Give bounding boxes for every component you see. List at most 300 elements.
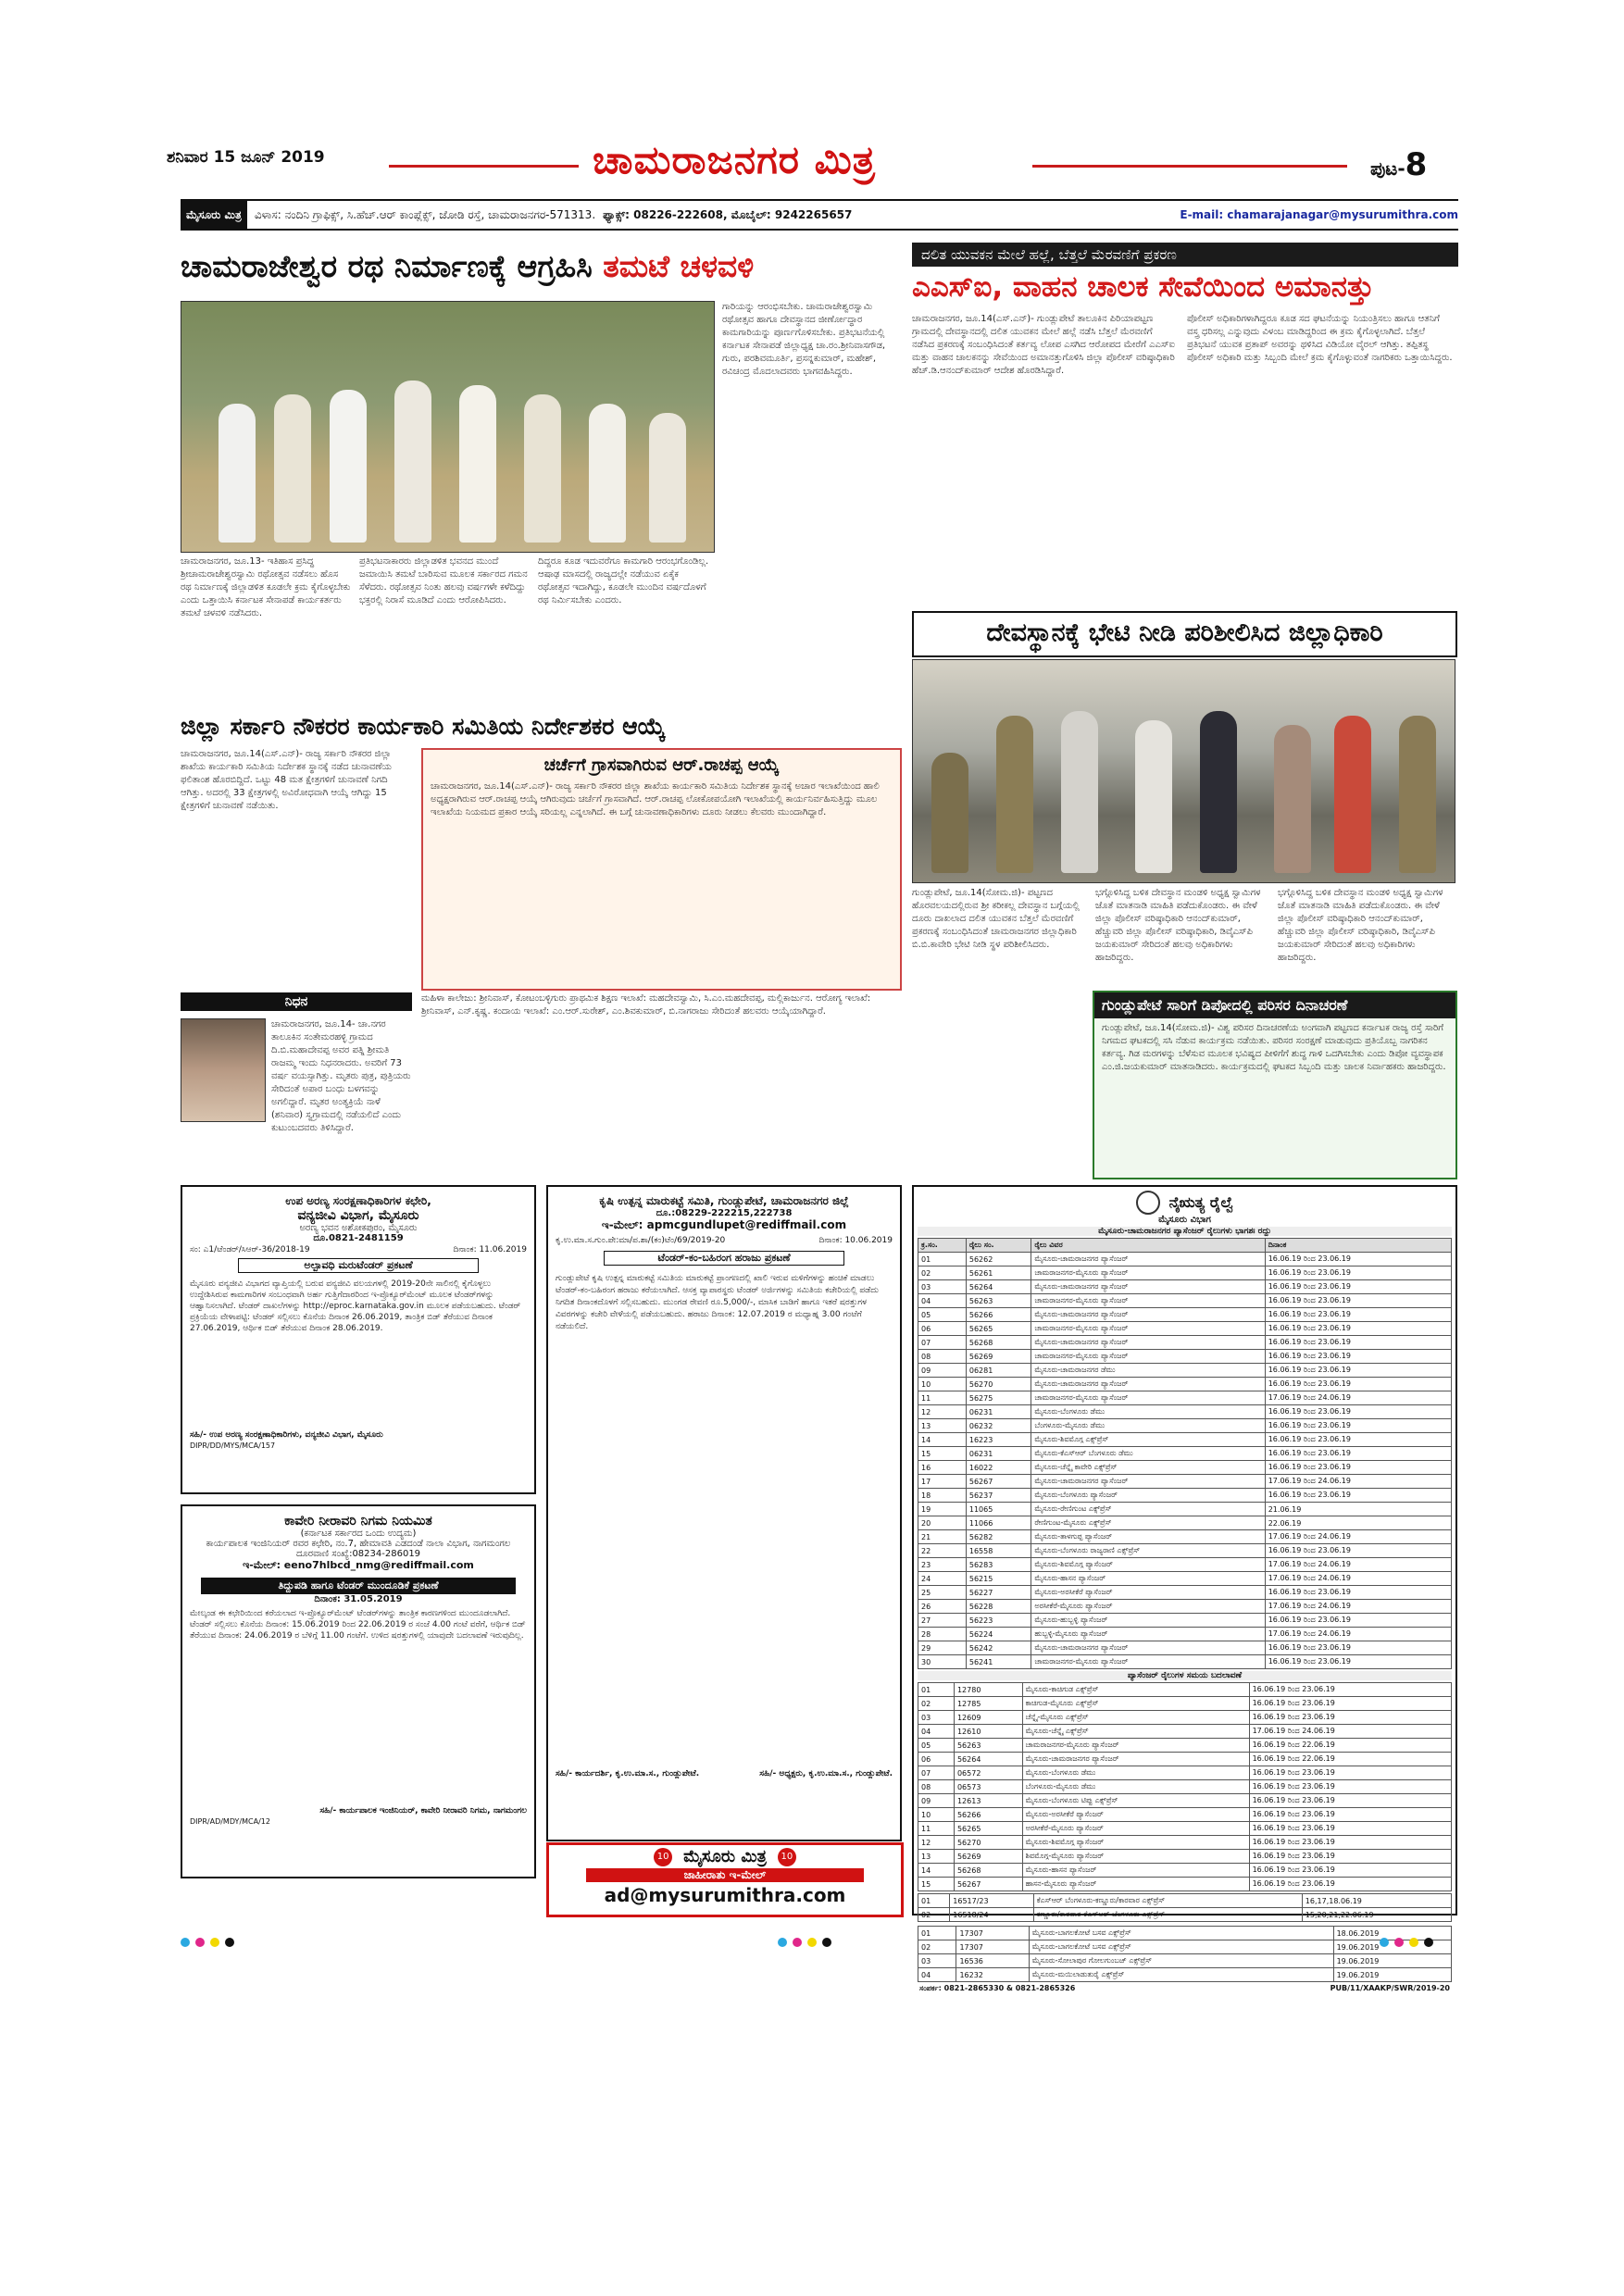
railway-cell-n: 05 <box>918 1739 955 1753</box>
railway-row <box>918 1878 1452 1891</box>
story5-box <box>1093 991 1457 1179</box>
railway-cell-t: 06232 <box>966 1419 1031 1433</box>
railway-cell-n: 02 <box>918 1940 956 1954</box>
masthead-logo: ಮೈಸೂರು ಮಿತ್ರ <box>181 201 247 229</box>
railway-cell-d: 17.06.19 ರಿಂದ 24.06.19 <box>1265 1530 1451 1544</box>
railway-cell-n: 11 <box>918 1391 967 1405</box>
railway-notice <box>912 1185 1457 1992</box>
railway-cell-t: 06573 <box>954 1780 1022 1794</box>
railway-cell-t: 56265 <box>954 1822 1022 1836</box>
railway-cell-r: ಹುಬ್ಬಳ್ಳಿ-ಮೈಸೂರು ಪ್ಯಾಸೆಂಜರ್ <box>1031 1628 1265 1641</box>
railway-cell-r: ಮೈಸೂರು-ಶಿವಮೊಗ್ಗ ಪ್ಯಾಸೆಂಜರ್ <box>1031 1558 1265 1572</box>
railway-row <box>918 1572 1452 1586</box>
railway-cell-n: 08 <box>918 1350 967 1364</box>
railway-cell-d: 17.06.19 ರಿಂದ 24.06.19 <box>1265 1475 1451 1489</box>
railway-row <box>918 1836 1452 1850</box>
notice-heading: ತಿದ್ದುಪಡಿ ಹಾಗೂ ಟೆಂಡರ್ ಮುಂದೂಡಿಕೆ ಪ್ರಕಟಣೆ <box>201 1578 516 1594</box>
railway-row <box>918 1894 1452 1908</box>
railway-section-b: ಪ್ಯಾಸೆಂಜರ್ ರೈಲುಗಳ ಸಮಯ ಬದಲಾವಣೆ <box>918 1671 1452 1680</box>
railway-row <box>918 1475 1452 1489</box>
railway-cell-t: 56215 <box>966 1572 1031 1586</box>
story3-body-col1: ಗುಂಡ್ಲುಪೇಟೆ, ಜೂ.14(ಸೋಮ.ಜಿ)- ಪಟ್ಟಣದ ಹೊರವಲಯದಲ್ಲಿರುವ ಶ್ರೀ ಕರೀಕಲ್ಲ ದೇವಸ್ಥಾನ ಬಗ್ಗೆಯಲ್ಲಿ ದೂರು ದಾಖಲಾದ ದಲಿತ ಯುವಕನ ಬೆತ್ತಲೆ ಮೆರವಣಿಗೆ ಪ್ರಕರಣಕ್ಕೆ ಸಂಬಂಧಿಸಿದಂತೆ ಚಾಮರಾಜನಗರ ಜಿಲ್ಲಾಧಿಕಾರಿ ಬಿ.ಬಿ.ಕಾವೇರಿ ಭೇಟಿ ನೀಡಿ ಸ್ಥಳ ಪರಿಶೀಲಿಸಿದರು. <box>912 888 1080 950</box>
railway-cell-n: 09 <box>918 1364 967 1378</box>
railway-cell-d: 16.06.19 ರಿಂದ 22.06.19 <box>1249 1739 1451 1753</box>
photo-person <box>1200 711 1237 873</box>
obituary-body: ಚಾಮರಾಜನಗರ, ಜೂ.14- ಚಾ.ನಗರ ತಾಲೂಕಿನ ಸಂತೇಮರಹಳ್ಳಿ ಗ್ರಾಮದ ದಿ.ಬಿ.ಮಹಾದೇವಪ್ಪ ಅವರ ಪತ್ನಿ ಶ್ರೀಮತಿ ರಾಜಮ್ಮ ಇಂದು ನಿಧನರಾದರು. ಅವರಿಗೆ 73 ವರ್ಷ ವಯಸ್ಸಾಗಿತ್ತು. ಮೃತರು ಪುತ್ರ, ಪುತ್ರಿಯರು ಸೇರಿದಂತೆ ಅಪಾರ ಬಂಧು ಬಳಗವನ್ನು ಅಗಲಿದ್ದಾರೆ. ಮೃತರ ಅಂತ್ಯಕ್ರಿಯೆ ನಾಳೆ (ಶನಿವಾರ) ಸ್ವಗ್ರಾಮದಲ್ಲಿ ನಡೆಯಲಿದೆ ಎಂದು ಕುಟುಂಬದವರು ತಿಳಿಸಿದ್ದಾರೆ. <box>271 1019 411 1133</box>
railway-cell-t: 16517/23 <box>950 1894 1033 1908</box>
railway-cell-t: 16223 <box>966 1433 1031 1447</box>
railway-cell-n: 21 <box>918 1530 967 1544</box>
railway-row <box>918 1600 1452 1614</box>
railway-cell-n: 25 <box>918 1586 967 1600</box>
railway-row <box>918 1683 1452 1697</box>
railway-row <box>918 1378 1452 1391</box>
railway-cell-r: ಕಾಚಿಗುಡ-ಮೈಸೂರು ಎಕ್ಸ್‌ಪ್ರೆಸ್ <box>1022 1697 1249 1711</box>
railway-cell-t: 56266 <box>966 1308 1031 1322</box>
railway-table-c <box>918 1893 1452 1922</box>
railway-cell-t: 06281 <box>966 1364 1031 1378</box>
railway-cell-n: 30 <box>918 1655 967 1669</box>
railway-cell-d: 16.06.19 ರಿಂದ 23.06.19 <box>1265 1364 1451 1378</box>
railway-cell-r: ಮೈಸೂರು-ಚಾಮರಾಜನಗರ ಪ್ಯಾಸೆಂಜರ್ <box>1031 1336 1265 1350</box>
railway-cell-t: 56283 <box>966 1558 1031 1572</box>
railway-pub-code: PUB/11/XAAKP/SWR/2019-20 <box>1330 1984 1450 1992</box>
railway-cell-n: 02 <box>918 1267 967 1280</box>
notice-ref-row <box>182 1243 534 1256</box>
railway-cell-d: 17.06.19 ರಿಂದ 24.06.19 <box>1265 1628 1451 1641</box>
railway-cell-n: 03 <box>918 1280 967 1294</box>
railway-row <box>918 1586 1452 1600</box>
railway-row <box>918 1780 1452 1794</box>
railway-cell-n: 12 <box>918 1405 967 1419</box>
railway-row <box>918 1336 1452 1350</box>
print-registration-dots-right <box>1380 1933 1439 1951</box>
railway-cell-r: ಚಾಮರಾಜನಗರ-ಮೈಸೂರು ಪ್ಯಾಸೆಂಜರ್ <box>1031 1350 1265 1364</box>
railway-cell-d: 16.06.19 ರಿಂದ 23.06.19 <box>1249 1836 1451 1850</box>
railway-cell-n: 01 <box>918 1253 967 1267</box>
railway-cell-d: 16.06.19 ರಿಂದ 23.06.19 <box>1265 1280 1451 1294</box>
railway-contact: ಸಂಪರ್ಕ: 0821-2865330 & 0821-2865326 <box>919 1984 1076 1992</box>
railway-cell-d: 16.06.19 ರಿಂದ 23.06.19 <box>1249 1822 1451 1836</box>
railway-cell-n: 20 <box>918 1516 967 1530</box>
story2-body-col2: ಪೊಲೀಸ್ ಅಧಿಕಾರಿಗಳಾಗಿದ್ದರೂ ಕೂಡ ಸದ ಘಟನೆಯನ್ನು ನಿಯಂತ್ರಿಸಲು ಹಾಗೂ ಆತನಿಗೆ ವಸ್ತ್ರ ಧರಿಸಲ್ಲ ಎನ್ನುವುದು ವಿಳಂಬ ಮಾಡಿದ್ದರಿಂದ ಈ ಕ್ರಮ ಕೈಗೊಳ್ಳಲಾಗಿದೆ. ಬೆತ್ತಲೆ ಪ್ರತಿಭಟನೆ ಯುವಕ ಪ್ರತಾಪ್ ಅವರನ್ನು ಥಳಿಸಿದ ವಿಡಿಯೋ ವೈರಲ್ ಆಗಿತ್ತು. ತಪ್ಪಿತಸ್ಥ ಪೊಲೀಸ್ ಅಧಿಕಾರಿ ಮತ್ತು ಸಿಬ್ಬಂದಿ ಮೇಲೆ ಕ್ರಮ ಕೈಗೊಳ್ಳುವಂತೆ ನಾಗರಿಕರು ಒತ್ತಾಯಿಸಿದ್ದರು. <box>1187 314 1453 363</box>
railway-row <box>918 1766 1452 1780</box>
story4-body-col1: ಚಾಮರಾಜನಗರ, ಜೂ.14(ಎಸ್.ಎನ್)- ರಾಜ್ಯ ಸರ್ಕಾರಿ ನೌಕರರ ಜಿಲ್ಲಾ ಶಾಖೆಯ ಕಾರ್ಯಕಾರಿ ಸಮಿತಿಯ ನಿರ್ದೇಶಕ ಸ್ಥಾನಕ್ಕೆ ನಡೆದ ಚುನಾವಣೆಯ ಫಲಿತಾಂಶ ಹೊರಬಿದ್ದಿದೆ. ಒಟ್ಟು 48 ಮತ ಕ್ಷೇತ್ರಗಳಿಗೆ ಚುನಾವಣೆ ನಿಗದಿ ಆಗಿತ್ತು. ಅದರಲ್ಲಿ 33 ಕ್ಷೇತ್ರಗಳಲ್ಲಿ ಅವಿರೋಧವಾಗಿ ಆಯ್ಕೆ ಆಗಿದ್ದು 15 ಕ್ಷೇತ್ರಗಳಿಗೆ ಚುನಾವಣೆ ನಡೆಯಿತು. <box>181 749 392 811</box>
railway-cell-d: 16.06.19 ರಿಂದ 23.06.19 <box>1249 1850 1451 1864</box>
railway-cell-r: ಮೈಸೂರು-ಅರಸೀಕೆರೆ ಪ್ಯಾಸೆಂಜರ್ <box>1031 1586 1265 1600</box>
col-no: ಕ್ರ.ಸಂ. <box>918 1239 967 1253</box>
railway-cell-r: ಮೈಸೂರು-ಹಾಸನ ಪ್ಯಾಸೆಂಜರ್ <box>1031 1572 1265 1586</box>
railway-cell-r: ಮೈಸೂರು-ಚಾಮರಾಜನಗರ ಪ್ಯಾಸೆಂಜರ್ <box>1031 1308 1265 1322</box>
page-number: ಪುಟ-8 <box>1370 146 1428 183</box>
notice-phone: ದೂ.:08229-222215,222738 <box>656 1208 793 1218</box>
story4-box-title: ಚರ್ಚೆಗೆ ಗ್ರಾಸವಾಗಿರುವ ಆರ್.ರಾಚಪ್ಪ ಆಯ್ಕೆ <box>543 755 780 775</box>
railway-cell-r: ಬೆಂಗಳೂರು-ಮೈಸೂರು ಡೆಮು <box>1031 1419 1265 1433</box>
railway-cell-d: 17.06.19 ರಿಂದ 24.06.19 <box>1265 1558 1451 1572</box>
railway-cell-d: 18.06.2019 <box>1333 1927 1451 1940</box>
railway-row <box>918 1753 1452 1766</box>
story1-photo <box>181 301 715 553</box>
railway-row <box>918 1544 1452 1558</box>
railway-cell-n: 04 <box>918 1968 956 1982</box>
railway-cell-t: 17307 <box>956 1927 1029 1940</box>
railway-row <box>918 1447 1452 1461</box>
railway-cell-d: 19.06.2019 <box>1333 1940 1451 1954</box>
railway-cell-n: 01 <box>918 1683 955 1697</box>
header-rule-right <box>1032 165 1347 168</box>
photo-person <box>219 404 256 543</box>
notice-date: ದಿನಾಂಕ: 11.06.2019 <box>453 1245 527 1254</box>
railway-cell-n: 27 <box>918 1614 967 1628</box>
notice-email: ಇ-ಮೇಲ್: eeno7hlbcd_nmg@rediffmail.com <box>243 1559 474 1571</box>
railway-cell-t: 11066 <box>966 1516 1031 1530</box>
railway-cell-t: 56224 <box>966 1628 1031 1641</box>
railway-row <box>918 1530 1452 1544</box>
railway-row <box>918 1294 1452 1308</box>
railway-cell-d: 16.06.19 ರಿಂದ 23.06.19 <box>1265 1253 1451 1267</box>
railway-cell-d: 16.06.19 ರಿಂದ 23.06.19 <box>1265 1433 1451 1447</box>
railway-cell-t: 56268 <box>966 1336 1031 1350</box>
railway-cell-t: 56237 <box>966 1489 1031 1503</box>
railway-cell-d: 19.06.2019 <box>1333 1968 1451 1982</box>
railway-row <box>918 1940 1452 1954</box>
railway-row <box>918 1558 1452 1572</box>
railway-cell-d: 19.06.2019 <box>1333 1954 1451 1968</box>
railway-cell-n: 23 <box>918 1558 967 1572</box>
notice-ref: ಸಂ: ಎ1/ಟೆಂಡರ್/ಸಿಆರ್-36/2018-19 <box>190 1245 310 1254</box>
header-rule-left <box>389 165 579 168</box>
railway-cell-d: 22.06.19 <box>1265 1516 1451 1530</box>
railway-cell-d: 17.06.19 ರಿಂದ 24.06.19 <box>1265 1572 1451 1586</box>
railway-cell-t: 56263 <box>954 1739 1022 1753</box>
railway-cell-n: 22 <box>918 1544 967 1558</box>
railway-cell-t: 56267 <box>954 1878 1022 1891</box>
railway-cell-n: 12 <box>918 1836 955 1850</box>
railway-cell-t: 12610 <box>954 1725 1022 1739</box>
masthead-address: ವಿಳಾಸ: ನಂದಿನಿ ಗ್ರಾಫಿಕ್ಸ್, ಸಿ.ಹೆಚ್.ಆರ್ ಕಾಂಪ್ಲೆಕ್ಸ್, ಜೋಡಿ ರಸ್ತೆ, ಚಾಮರಾಜನಗರ-571313. <box>254 208 596 221</box>
railway-cell-t: 56270 <box>954 1836 1022 1850</box>
railway-cell-t: 56241 <box>966 1655 1031 1669</box>
masthead-strip <box>181 199 1458 231</box>
railway-cell-d: 16.06.19 ರಿಂದ 22.06.19 <box>1249 1753 1451 1766</box>
railway-row <box>918 1655 1452 1669</box>
railway-cell-d: 16.06.19 ರಿಂದ 23.06.19 <box>1265 1614 1451 1628</box>
railway-cell-d: 16.06.19 ರಿಂದ 23.06.19 <box>1265 1336 1451 1350</box>
ad-brand-row <box>549 1847 901 1866</box>
railway-cell-d: 16.06.19 ರಿಂದ 23.06.19 <box>1249 1766 1451 1780</box>
railway-cell-r: ಚಾಮರಾಜನಗರ-ಮೈಸೂರು ಪ್ಯಾಸೆಂಜರ್ <box>1031 1655 1265 1669</box>
railway-cell-r: ಮೈಸೂರು-ಬೆಂಗಳೂರು ಡೆಮು <box>1022 1766 1249 1780</box>
railway-row <box>918 1927 1452 1940</box>
ad-brand: ಮೈಸೂರು ಮಿತ್ರ <box>683 1847 767 1866</box>
tender-notice-cauvery <box>181 1504 536 1878</box>
railway-table-c-wrap <box>914 1891 1455 1924</box>
railway-cell-r: ಮೈಸೂರು-ಚಾಮರಾಜನಗರ ಪ್ಯಾಸೆಂಜರ್ <box>1022 1753 1249 1766</box>
railway-cell-t: 56268 <box>954 1864 1022 1878</box>
railway-cell-t: 16558 <box>966 1544 1031 1558</box>
railway-cell-r: ಅರಸೀಕೆರೆ-ಮೈಸೂರು ಪ್ಯಾಸೆಂಜರ್ <box>1031 1600 1265 1614</box>
railway-cell-d: 16.06.19 ರಿಂದ 23.06.19 <box>1249 1780 1451 1794</box>
railway-section-a: ಮೈಸೂರು-ಚಾಮರಾಜನಗರ ಪ್ಯಾಸೆಂಜರ್ ರೈಲುಗಳು ಭಾಗಶಃ ರದ್ದು <box>918 1227 1452 1236</box>
ad-badge-right: 10 <box>778 1848 796 1866</box>
obituary-title: ನಿಧನ <box>181 992 412 1011</box>
railway-cell-n: 29 <box>918 1641 967 1655</box>
masthead-email: E-mail: chamarajanagar@mysurumithra.com <box>1180 208 1458 221</box>
photo-person <box>459 385 496 543</box>
notice-ref-row <box>548 1232 900 1249</box>
notice-body: ಮೈಸೂರು ವನ್ಯಜೀವಿ ವಿಭಾಗದ ವ್ಯಾಪ್ತಿಯಲ್ಲಿ ಬರುವ ವನ್ಯಜೀವಿ ವಲಯಗಳಲ್ಲಿ 2019-20ನೇ ಸಾಲಿನಲ್ಲಿ ಕೈಗೊಳ್ಳಲು ಉದ್ದೇಶಿಸಿರುವ ಕಾಮಗಾರಿಗಳ ಸಂಬಂಧವಾಗಿ ಅರ್ಹ ಗುತ್ತಿಗೆದಾರರಿಂದ ಇ-ಪ್ರೊಕ್ಯೂರ್‌ಮೆಂಟ್ ಮೂಲಕ ಟೆಂಡರ್‌ಗಳನ್ನು ಆಹ್ವಾನಿಸಲಾಗಿದೆ. ಟೆಂಡರ್ ದಾಖಲೆಗಳನ್ನು http://eproc.karnataka.gov.in ಮೂಲಕ ಪಡೆಯಬಹುದು. ಟೆಂಡರ್ ಪ್ರಕ್ರಿಯೆಯ ವೇಳಾಪಟ್ಟಿ: ಟೆಂಡರ್ ಸಲ್ಲಿಸಲು ಕೊನೆಯ ದಿನಾಂಕ 26.06.2019, ತಾಂತ್ರಿಕ ಬಿಡ್ ತೆರೆಯುವ ದಿನಾಂಕ 27.06.2019, ಆರ್ಥಿಕ ಬಿಡ್ ತೆರೆಯುವ ದಿನಾಂಕ 28.06.2019. <box>190 1279 521 1333</box>
railway-cell-r: ಮೈಸೂರು-ಶಿವಮೊಗ್ಗ ಪ್ಯಾಸೆಂಜರ್ <box>1022 1836 1249 1850</box>
railway-cell-t: 56267 <box>966 1475 1031 1489</box>
railway-cell-n: 05 <box>918 1308 967 1322</box>
railway-cell-t: 12613 <box>954 1794 1022 1808</box>
notice-heading: ಟೆಂಡರ್-ಕಂ-ಬಹಿರಂಗ ಹರಾಜು ಪ್ರಕಟಣೆ <box>604 1251 844 1266</box>
railway-row <box>918 1954 1452 1968</box>
railway-row <box>918 1739 1452 1753</box>
ad-tagline: ಜಾಹೀರಾತು ಇ-ಮೇಲ್ <box>586 1868 864 1882</box>
railway-cell-r: ಮೈಸೂರು-ರೇಣಿಗುಂಟ ಎಕ್ಸ್‌ಪ್ರೆಸ್ <box>1031 1503 1265 1516</box>
railway-logo-icon <box>1136 1191 1160 1215</box>
railway-cell-t: 56262 <box>966 1253 1031 1267</box>
railway-cell-d: 16.06.19 ರಿಂದ 23.06.19 <box>1265 1461 1451 1475</box>
railway-row <box>918 1864 1452 1878</box>
railway-table-header <box>918 1239 1452 1253</box>
photo-person <box>524 394 561 543</box>
notice-signature: ಸಹಿ/- ಕಾರ್ಯಪಾಲಕ ಇಂಜಿನಿಯರ್, ಕಾವೇರಿ ನೀರಾವರಿ ನಿಗಮ, ನಾಗಮಂಗಲ <box>319 1806 527 1816</box>
railway-cell-r: ಮೈಸೂರು-ತಾಳಗುಪ್ಪ ಪ್ಯಾಸೆಂಜರ್ <box>1031 1530 1265 1544</box>
railway-cell-n: 15 <box>918 1447 967 1461</box>
railway-cell-n: 11 <box>918 1822 955 1836</box>
railway-row <box>918 1253 1452 1267</box>
railway-cell-n: 28 <box>918 1628 967 1641</box>
story3-photo <box>912 659 1455 883</box>
railway-cell-r: ಚಾಮರಾಜನಗರ-ಮೈಸೂರು ಪ್ಯಾಸೆಂಜರ್ <box>1031 1267 1265 1280</box>
railway-cell-t: 56264 <box>966 1280 1031 1294</box>
railway-cell-r: ಮೈಸೂರು-ಚೆನ್ನೈ ಎಕ್ಸ್‌ಪ್ರೆಸ್ <box>1022 1725 1249 1739</box>
notice-office: ಕಾವೇರಿ ನೀರಾವರಿ ನಿಗಮ ನಿಯಮಿತ <box>284 1514 432 1529</box>
railway-table-d-wrap <box>914 1924 1455 1984</box>
railway-footer <box>914 1984 1455 1993</box>
photo-person <box>274 394 311 543</box>
railway-cell-n: 02 <box>918 1908 950 1922</box>
notice-office: ಕೃಷಿ ಉತ್ಪನ್ನ ಮಾರುಕಟ್ಟೆ ಸಮಿತಿ, ಗುಂಡ್ಲುಪೇಟೆ, ಚಾಮರಾಜನಗರ ಜಿಲ್ಲೆ <box>599 1194 849 1207</box>
railway-row <box>918 1322 1452 1336</box>
railway-cell-n: 10 <box>918 1378 967 1391</box>
notice-signature-right: ಸಹಿ/- ಅಧ್ಯಕ್ಷರು, ಕೃ.ಉ.ಮಾ.ಸ., ಗುಂಡ್ಲುಪೇಟೆ. <box>759 1769 893 1778</box>
railway-cell-r: ಮೈಸೂರು-ಚಾಮರಾಜನಗರ ಪ್ಯಾಸೆಂಜರ್ <box>1031 1253 1265 1267</box>
story3-body-col3: ಭಗ್ಗೊಳಿಸಿದ್ದ ಬಳಿಕ ದೇವಸ್ಥಾನ ಮಂಡಳಿ ಅಧ್ಯಕ್ಷ ಸ್ವಾಮಿಗಳ ಜೊತೆ ಮಾತನಾಡಿ ಮಾಹಿತಿ ಪಡೆದುಕೊಂಡರು. ಈ ವೇಳೆ ಜಿಲ್ಲಾ ಪೊಲೀಸ್ ವರಿಷ್ಠಾಧಿಕಾರಿ ಆನಂದ್‌ಕುಮಾರ್, ಹೆಚ್ಚುವರಿ ಜಿಲ್ಲಾ ಪೊಲೀಸ್ ವರಿಷ್ಠಾಧಿಕಾರಿ, ಡಿವೈಎಸ್‌ಪಿ ಜಯಕುಮಾರ್ ಸೇರಿದಂತೆ ಹಲವು ಅಧಿಕಾರಿಗಳು ಹಾಜರಿದ್ದರು. <box>1278 888 1443 963</box>
railway-cell-n: 14 <box>918 1864 955 1878</box>
notice-code: DIPR/AD/MDY/MCA/12 <box>190 1817 270 1826</box>
railway-cell-r: ಚಾಮರಾಜನಗರ-ಮೈಸೂರು ಪ್ಯಾಸೆಂಜರ್ <box>1031 1391 1265 1405</box>
railway-table-b-wrap <box>914 1682 1455 1891</box>
railway-cell-r: ಮೈಸೂರು-ಬೆಂಗಳೂರು ರಾಜ್ಯರಾಣಿ ಎಕ್ಸ್‌ಪ್ರೆಸ್ <box>1031 1544 1265 1558</box>
railway-cell-d: 16.06.19 ರಿಂದ 23.06.19 <box>1265 1322 1451 1336</box>
photo-person <box>1135 720 1172 873</box>
railway-cell-d: 15,20,21,22.06.19 <box>1302 1908 1451 1922</box>
print-registration-dots-left <box>181 1933 240 1951</box>
railway-cell-d: 16.06.19 ರಿಂದ 23.06.19 <box>1265 1294 1451 1308</box>
railway-cell-t: 06231 <box>966 1405 1031 1419</box>
railway-cell-n: 24 <box>918 1572 967 1586</box>
story1-body-col1: ಚಾಮರಾಜನಗರ, ಜೂ.13- ಇತಿಹಾಸ ಪ್ರಸಿದ್ಧ ಶ್ರೀಚಾಮರಾಜೇಶ್ವರಸ್ವಾಮಿ ರಥೋತ್ಸವ ನಡೆಸಲು ಹೊಸ ರಥ ನಿರ್ಮಾಣಕ್ಕೆ ಜಿಲ್ಲಾಡಳಿತ ಕೂಡಲೇ ಕ್ರಮ ಕೈಗೊಳ್ಳಬೇಕು ಎಂದು ಒತ್ತಾಯಿಸಿ ಕರ್ನಾಟಕ ಸೇನಾಪಡೆ ಕಾರ್ಯಕರ್ತರು ತಮಟೆ ಚಳವಳಿ ನಡೆಸಿದರು. <box>181 556 351 618</box>
railway-cell-r: ಮೈಸೂರು-ಅರಸೀಕೆರೆ ಪ್ಯಾಸೆಂಜರ್ <box>1022 1808 1249 1822</box>
obituary-photo <box>181 1018 266 1122</box>
notice-signature-left: ಸಹಿ/- ಕಾರ್ಯದರ್ಶಿ, ಕೃ.ಉ.ಮಾ.ಸ., ಗುಂಡ್ಲುಪೇಟೆ. <box>556 1769 700 1778</box>
railway-cell-d: 17.06.19 ರಿಂದ 24.06.19 <box>1265 1600 1451 1614</box>
ad-email[interactable]: ad@mysurumithra.com <box>604 1884 846 1906</box>
notice-date: ದಿನಾಂಕ: 10.06.2019 <box>818 1236 893 1245</box>
railway-cell-t: 56282 <box>966 1530 1031 1544</box>
railway-cell-r: ಮೈಸೂರು-ಹುಬ್ಬಳ್ಳಿ ಪ್ಯಾಸೆಂಜರ್ <box>1031 1614 1265 1628</box>
story1-body-col4: ಗಾರಿಯನ್ನು ಆರಂಭಿಸಬೇಕು. ಚಾಮರಾಜೇಶ್ವರಸ್ವಾಮಿ ರಥೋತ್ಸವ ಹಾಗೂ ದೇವಸ್ಥಾನದ ಜೀರ್ಣೋದ್ಧಾರ ಕಾಮಗಾರಿಯನ್ನು ಪೂರ್ಣಗೊಳಿಸಬೇಕು. ಪ್ರತಿಭಟನೆಯಲ್ಲಿ ಕರ್ನಾಟಕ ಸೇನಾಪಡೆ ಜಿಲ್ಲಾಧ್ಯಕ್ಷ ಚಾ.ರಂ.ಶ್ರೀನಿವಾಸಗೌಡ, ಗುರು, ಪರಶಿವಮೂರ್ತಿ, ಪ್ರಸನ್ನಕುಮಾರ್, ಮಹೇಶ್, ರವಿಚಂದ್ರ ಮೊದಲಾದವರು ಭಾಗವಹಿಸಿದ್ದರು. <box>722 302 886 377</box>
story4-headline: ಜಿಲ್ಲಾ ಸರ್ಕಾರಿ ನೌಕರರ ಕಾರ್ಯಕಾರಿ ಸಮಿತಿಯ ನಿರ್ದೇಶಕರ ಆಯ್ಕೆ <box>181 713 666 740</box>
railway-row <box>918 1419 1452 1433</box>
railway-cell-t: 56269 <box>966 1350 1031 1364</box>
railway-cell-t: 16536 <box>956 1954 1029 1968</box>
railway-cell-d: 16.06.19 ರಿಂದ 23.06.19 <box>1249 1864 1451 1878</box>
railway-cell-n: 07 <box>918 1766 955 1780</box>
railway-cell-r: ಮೈಸೂರು-ಬೆಂಗಳೂರು ಪ್ಯಾಸೆಂಜರ್ <box>1031 1489 1265 1503</box>
railway-cell-d: 21.06.19 <box>1265 1503 1451 1516</box>
railway-cell-t: 56223 <box>966 1614 1031 1628</box>
story2-kicker: ದಲಿತ ಯುವಕನ ಮೇಲೆ ಹಲ್ಲೆ, ಬೆತ್ತಲೆ ಮೆರವಣಿಗೆ ಪ್ರಕರಣ <box>912 243 1458 267</box>
railway-row <box>918 1364 1452 1378</box>
railway-cell-r: ಅರಸೀಕೆರೆ-ಮೈಸೂರು ಪ್ಯಾಸೆಂಜರ್ <box>1022 1822 1249 1836</box>
railway-table-d <box>918 1926 1452 1982</box>
railway-cell-t: 11065 <box>966 1503 1031 1516</box>
railway-cell-r: ಬೆಂಗಳೂರು-ಮೈಸೂರು ಡೆಮು <box>1022 1780 1249 1794</box>
railway-cell-d: 16.06.19 ರಿಂದ 23.06.19 <box>1265 1489 1451 1503</box>
tender-notice-apmc <box>546 1185 902 1841</box>
story5-headline: ಗುಂಡ್ಲುಪೇಟೆ ಸಾರಿಗೆ ಡಿಪೋದಲ್ಲಿ ಪರಿಸರ ದಿನಾಚರಣೆ <box>1094 992 1455 1018</box>
railway-cell-d: 16.06.19 ರಿಂದ 23.06.19 <box>1249 1878 1451 1891</box>
story4-box-body: ಚಾಮರಾಜನಗರ, ಜೂ.14(ಎಸ್.ಎನ್)- ರಾಜ್ಯ ಸರ್ಕಾರಿ ನೌಕರರ ಜಿಲ್ಲಾ ಶಾಖೆಯ ಕಾರ್ಯಕಾರಿ ಸಮಿತಿಯ ನಿರ್ದೇಶಕ ಸ್ಥಾನಕ್ಕೆ ಅಚಾರ ಇಲಾಖೆಯಿಂದ ಹಾಲಿ ಅಧ್ಯಕ್ಷರಾಗಿರುವ ಆರ್.ರಾಚಪ್ಪ ಆಯ್ಕೆ ಆಗಿರುವುದು ಚರ್ಚೆಗೆ ಗ್ರಾಸವಾಗಿದೆ. ಆರ್.ರಾಚಪ್ಪ ಲೋಕೋಪಯೋಗಿ ಇಲಾಖೆಯಲ್ಲಿ ಕಾರ್ಯನಿರ್ವಹಿಸುತ್ತಿದ್ದು ಮೂಲ ಇಲಾಖೆಯ ನಿಯಮದ ಪ್ರಕಾರ ಆಯ್ಕೆ ಸರಿಯಲ್ಲ ಎನ್ನಲಾಗಿದೆ. ಈ ಬಗ್ಗೆ ಚುನಾವಣಾಧಿಕಾರಿಗಳು ದೂರು ನೀಡಲು ಕೆಲವರು ಮುಂದಾಗಿದ್ದಾರೆ. <box>431 781 880 817</box>
railway-cell-d: 16.06.19 ರಿಂದ 23.06.19 <box>1265 1405 1451 1419</box>
railway-row <box>918 1808 1452 1822</box>
railway-cell-r: ಮೈಸೂರು-ಚಾಮರಾಜನಗರ ಡೆಮು <box>1031 1364 1265 1378</box>
railway-cell-n: 26 <box>918 1600 967 1614</box>
railway-row <box>918 1280 1452 1294</box>
notice-signature: ಸಹಿ/- ಉಪ ಅರಣ್ಯ ಸಂರಕ್ಷಣಾಧಿಕಾರಿಗಳು, ವನ್ಯಜೀವಿ ವಿಭಾಗ, ಮೈಸೂರು <box>190 1430 383 1440</box>
railway-cell-r: ಮೈಸೂರು-ಚಾಮರಾಜನಗರ ಪ್ಯಾಸೆಂಜರ್ <box>1031 1378 1265 1391</box>
railway-row <box>918 1641 1452 1655</box>
railway-cell-t: 56263 <box>966 1294 1031 1308</box>
railway-cell-r: ಮೈಸೂರು-ಚಾಮರಾಜನಗರ ಪ್ಯಾಸೆಂಜರ್ <box>1031 1280 1265 1294</box>
railway-row <box>918 1516 1452 1530</box>
railway-cell-t: 16518/24 <box>950 1908 1033 1922</box>
railway-cell-n: 02 <box>918 1697 955 1711</box>
railway-subtitle: ಮೈಸೂರು ವಿಭಾಗ <box>1158 1215 1211 1225</box>
railway-table-a <box>918 1238 1452 1669</box>
railway-row <box>918 1725 1452 1739</box>
railway-cell-r: ಹಾಸನ-ಮೈಸೂರು ಪ್ಯಾಸೆಂಜರ್ <box>1022 1878 1249 1891</box>
railway-header <box>914 1191 1455 1215</box>
railway-row <box>918 1308 1452 1322</box>
story2-body-col1: ಚಾಮರಾಜನಗರ, ಜೂ.14(ಎಸ್.ಎನ್)- ಗುಂಡ್ಲುಪೇಟೆ ತಾಲೂಕಿನ ಪಿರಿಯಾಪಟ್ಟಣ ಗ್ರಾಮದಲ್ಲಿ ದೇವಸ್ಥಾನದಲ್ಲಿ ದಲಿತ ಯುವಕನ ಮೇಲೆ ಹಲ್ಲೆ ನಡೆಸಿ ಬೆತ್ತಲೆ ಮೆರವಣಿಗೆ ನಡೆಸಿದ ಪ್ರಕರಣಕ್ಕೆ ಸಂಬಂಧಿಸಿದಂತೆ ಕರ್ತವ್ಯ ಲೋಪ ಎಸಗಿದ ಆರೋಪದ ಮೇರೆಗೆ ಎಎಸ್‌ಐ ಮತ್ತು ವಾಹನ ಚಾಲಕನನ್ನು ಸೇವೆಯಿಂದ ಅಮಾನತ್ತುಗೊಳಿಸಿ ಜಿಲ್ಲಾ ಪೊಲೀಸ್ ವರಿಷ್ಠಾಧಿಕಾರಿ ಹೆಚ್.ಡಿ.ಆನಂದ್‌ಕುಮಾರ್ ಆದೇಶ ಹೊರಡಿಸಿದ್ದಾರೆ. <box>912 314 1175 376</box>
railway-cell-n: 04 <box>918 1725 955 1739</box>
story1-body-col2: ಪ್ರತಿಭಟನಾಕಾರರು ಜಿಲ್ಲಾಡಳಿತ ಭವನದ ಮುಂದೆ ಜಮಾಯಿಸಿ ತಮಟೆ ಬಾರಿಸುವ ಮೂಲಕ ಸರ್ಕಾರದ ಗಮನ ಸೆಳೆದರು. ರಥೋತ್ಸವ ನಿಂತು ಹಲವು ವರ್ಷಗಳೇ ಕಳೆದಿದ್ದು ಭಕ್ತರಲ್ಲಿ ನಿರಾಸೆ ಮೂಡಿದೆ ಎಂದು ಆರೋಪಿಸಿದರು. <box>359 556 528 605</box>
railway-cell-n: 07 <box>918 1336 967 1350</box>
railway-cell-n: 01 <box>918 1927 956 1940</box>
railway-cell-r: ಶಿವಮೊಗ್ಗ-ಮೈಸೂರು ಪ್ಯಾಸೆಂಜರ್ <box>1022 1850 1249 1864</box>
story5-body: ಗುಂಡ್ಲುಪೇಟೆ, ಜೂ.14(ಸೋಮ.ಜಿ)- ವಿಶ್ವ ಪರಿಸರ ದಿನಾಚರಣೆಯ ಅಂಗವಾಗಿ ಪಟ್ಟಣದ ಕರ್ನಾಟಕ ರಾಜ್ಯ ರಸ್ತೆ ಸಾರಿಗೆ ನಿಗಮದ ಘಟಕದಲ್ಲಿ ಸಸಿ ನೆಡುವ ಕಾರ್ಯಕ್ರಮ ನಡೆಯಿತು. ಪರಿಸರ ಸಂರಕ್ಷಣೆ ಮಾಡುವುದು ಪ್ರತಿಯೊಬ್ಬ ನಾಗರಿಕನ ಕರ್ತವ್ಯ. ಗಿಡ ಮರಗಳನ್ನು ಬೆಳೆಸುವ ಮೂಲಕ ಭವಿಷ್ಯದ ಪೀಳಿಗೆಗೆ ಶುದ್ಧ ಗಾಳಿ ಒದಗಿಸಬೇಕು ಎಂದು ಡಿಪೋ ವ್ಯವಸ್ಥಾಪಕ ಎಂ.ಜಿ.ಜಯಕುಮಾರ್ ಮಾತನಾಡಿದರು. ಕಾರ್ಯಕ್ರಮದಲ್ಲಿ ಘಟಕದ ಸಿಬ್ಬಂದಿ ಮತ್ತು ಚಾಲಕ ನಿರ್ವಾಹಕರು ಹಾಜರಿದ್ದರು. <box>1102 1023 1446 1072</box>
railway-cell-n: 03 <box>918 1954 956 1968</box>
railway-row <box>918 1794 1452 1808</box>
railway-cell-d: 16.06.19 ರಿಂದ 23.06.19 <box>1249 1808 1451 1822</box>
railway-cell-t: 56275 <box>966 1391 1031 1405</box>
railway-cell-r: ಕೆಎಸ್‌ಆರ್ ಬೆಂಗಳೂರು-ಕಣ್ಣೂರು/ಕಾರವಾರ ಎಕ್ಸ್‌ಪ್ರೆಸ್ <box>1033 1894 1302 1908</box>
railway-cell-n: 13 <box>918 1419 967 1433</box>
railway-cell-r: ಮೈಸೂರು-ಮಯಿಲಾಡುತುರೈ ಎಕ್ಸ್‌ಪ್ರೆಸ್ <box>1029 1968 1333 1982</box>
railway-row <box>918 1614 1452 1628</box>
railway-cell-t: 16232 <box>956 1968 1029 1982</box>
railway-cell-d: 16.06.19 ರಿಂದ 23.06.19 <box>1249 1697 1451 1711</box>
railway-cell-r: ರೇಣಿಗುಂಟ-ಮೈಸೂರು ಎಕ್ಸ್‌ಪ್ರೆಸ್ <box>1031 1516 1265 1530</box>
railway-cell-r: ಮೈಸೂರು-ಚಾಮರಾಜನಗರ ಪ್ಯಾಸೆಂಜರ್ <box>1031 1475 1265 1489</box>
railway-cell-r: ಮೈಸೂರು-ಶಿವಮೊಗ್ಗ ಎಕ್ಸ್‌ಪ್ರೆಸ್ <box>1031 1433 1265 1447</box>
railway-cell-t: 12780 <box>954 1683 1022 1697</box>
railway-cell-t: 56266 <box>954 1808 1022 1822</box>
railway-cell-d: 16.06.19 ರಿಂದ 23.06.19 <box>1249 1683 1451 1697</box>
railway-cell-d: 16.06.19 ರಿಂದ 23.06.19 <box>1265 1308 1451 1322</box>
railway-cell-r: ಮೈಸೂರು-ಚೆನ್ನೈ ಕಾವೇರಿ ಎಕ್ಸ್‌ಪ್ರೆಸ್ <box>1031 1461 1265 1475</box>
photo-person <box>1399 716 1436 873</box>
railway-row <box>918 1503 1452 1516</box>
story2-headline: ಎಎಸ್‌ಐ, ವಾಹನ ಚಾಲಕ ಸೇವೆಯಿಂದ ಅಮಾನತ್ತು <box>912 270 1374 304</box>
railway-cell-r: ಚಾಮರಾಜನಗರ-ಮೈಸೂರು ಪ್ಯಾಸೆಂಜರ್ <box>1022 1739 1249 1753</box>
railway-row <box>918 1433 1452 1447</box>
railway-cell-t: 12609 <box>954 1711 1022 1725</box>
notice-division: ವನ್ಯಜೀವಿ ವಿಭಾಗ, ಮೈಸೂರು <box>297 1208 419 1223</box>
railway-cell-n: 15 <box>918 1878 955 1891</box>
railway-cell-n: 03 <box>918 1711 955 1725</box>
railway-cell-t: 56269 <box>954 1850 1022 1864</box>
col-train: ರೈಲು ಸಂ. <box>966 1239 1031 1253</box>
railway-cell-d: 16.06.19 ರಿಂದ 23.06.19 <box>1265 1267 1451 1280</box>
advert-email-box <box>546 1842 904 1917</box>
notice-body: ಮೇಲ್ಕಂಡ ಈ ಕಛೇರಿಯಿಂದ ಕರೆಯಲಾದ ಇ-ಪ್ರೊಕ್ಯೂರ್‌ಮೆಂಟ್ ಟೆಂಡರ್‌ಗಳನ್ನು ತಾಂತ್ರಿಕ ಕಾರಣಗಳಿಂದ ಮುಂದೂಡಲಾಗಿದೆ. ಟೆಂಡರ್ ಸಲ್ಲಿಸಲು ಕೊನೆಯ ದಿನಾಂಕ: 15.06.2019 ರಿಂದ 22.06.2019 ರ ಸಂಜೆ 4.00 ಗಂಟೆ ವರೆಗೆ, ಆರ್ಥಿಕ ಬಿಡ್ ತೆರೆಯುವ ದಿನಾಂಕ: 24.06.2019 ರ ಬೆಳಿಗ್ಗೆ 11.00 ಗಂಟೆಗೆ. ಉಳಿದ ಷರತ್ತುಗಳಲ್ಲಿ ಯಾವುದೇ ಬದಲಾವಣೆ ಇರುವುದಿಲ್ಲ. <box>190 1609 526 1641</box>
railway-table-a-wrap <box>914 1238 1455 1669</box>
railway-cell-n: 01 <box>918 1894 950 1908</box>
railway-cell-t: 56242 <box>966 1641 1031 1655</box>
notice-sub: (ಕರ್ನಾಟಕ ಸರ್ಕಾರದ ಒಂದು ಉದ್ಯಮ) <box>300 1529 417 1539</box>
railway-cell-t: 17307 <box>956 1940 1029 1954</box>
railway-row <box>918 1968 1452 1982</box>
story4-body-col2: ಮಹಿಳಾ ಕಾಲೇಜು: ಶ್ರೀನಿವಾಸ್, ಕೋಟಂಬಳ್ಳಿಗುರು ಪ್ರಾಥಮಿಕ ಶಿಕ್ಷಣ ಇಲಾಖೆ: ಮಹದೇವಸ್ವಾಮಿ, ಸಿ.ಎಂ.ಮಹದೇವಪ್ಪ, ಮಲ್ಲಿಕಾರ್ಜುನ. ಆರೋಗ್ಯ ಇಲಾಖೆ: ಶ್ರೀನಿವಾಸ್, ಎನ್.ಕೃಷ್ಣ. ಕಂದಾಯ ಇಲಾಖೆ: ಎಂ.ಆರ್.ಸುರೇಶ್, ಎಂ.ಶಿವಕುಮಾರ್, ಬಿ.ನಾಗರಾಜು ಸೇರಿದಂತೆ ಹಲವರು ಆಯ್ಕೆಯಾಗಿದ್ದಾರೆ. <box>421 993 871 1017</box>
railway-cell-t: 56227 <box>966 1586 1031 1600</box>
railway-cell-n: 13 <box>918 1850 955 1864</box>
notice-office: ಉಪ ಅರಣ್ಯ ಸಂರಕ್ಷಣಾಧಿಕಾರಿಗಳ ಕಛೇರಿ, <box>285 1194 431 1207</box>
newspaper-title: ಚಾಮರಾಜನಗರ ಮಿತ್ರ <box>593 137 876 182</box>
railway-cell-t: 56265 <box>966 1322 1031 1336</box>
story1-body-col3: ದಿದ್ದರೂ ಕೂಡ ಇದುವರೆಗೂ ಕಾಮಗಾರಿ ಆರಂಭಗೊಂಡಿಲ್ಲ. ಆಷಾಢ ಮಾಸದಲ್ಲಿ ರಾಜ್ಯದಲ್ಲೇ ನಡೆಯುವ ಏಕೈಕ ರಥೋತ್ಸವ ಇದಾಗಿದ್ದು, ಕೂಡಲೇ ಮುಂದಿನ ವರ್ಷದೊಳಗೆ ರಥ ನಿರ್ಮಿಸಬೇಕು ಎಂದರು. <box>538 556 709 605</box>
notice-phone: ದೂ.0821-2481159 <box>313 1233 404 1243</box>
railway-cell-t: 12785 <box>954 1697 1022 1711</box>
railway-cell-r: ಮೈಸೂರು-ಚಾಮರಾಜನಗರ ಪ್ಯಾಸೆಂಜರ್ <box>1031 1641 1265 1655</box>
railway-cell-n: 06 <box>918 1753 955 1766</box>
railway-cell-d: 16.06.19 ರಿಂದ 23.06.19 <box>1265 1655 1451 1669</box>
railway-row <box>918 1822 1452 1836</box>
railway-cell-r: ಮೈಸೂರು-ಬಾಗಲಕೋಟೆ ಬಸವ ಎಕ್ಸ್‌ಪ್ರೆಸ್ <box>1029 1927 1333 1940</box>
notice-email: ಇ-ಮೇಲ್: apmcgundlupet@rediffmail.com <box>601 1218 847 1231</box>
notice-heading: ಅಲ್ಪಾವಧಿ ಮರುಟೆಂಡರ್ ಪ್ರಕಟಣೆ <box>238 1258 479 1273</box>
photo-person <box>931 753 968 873</box>
notice-signatures <box>548 1769 900 1778</box>
railway-cell-n: 19 <box>918 1503 967 1516</box>
railway-cell-r: ಮೈಸೂರು-ಬೆಂಗಳೂರು ಟಿಪ್ಪು ಎಕ್ಸ್‌ಪ್ರೆಸ್ <box>1022 1794 1249 1808</box>
railway-cell-r: ಮೈಸೂರು-ಕಾಚಿಗುಡ ಎಕ್ಸ್‌ಪ್ರೆಸ್ <box>1022 1683 1249 1697</box>
